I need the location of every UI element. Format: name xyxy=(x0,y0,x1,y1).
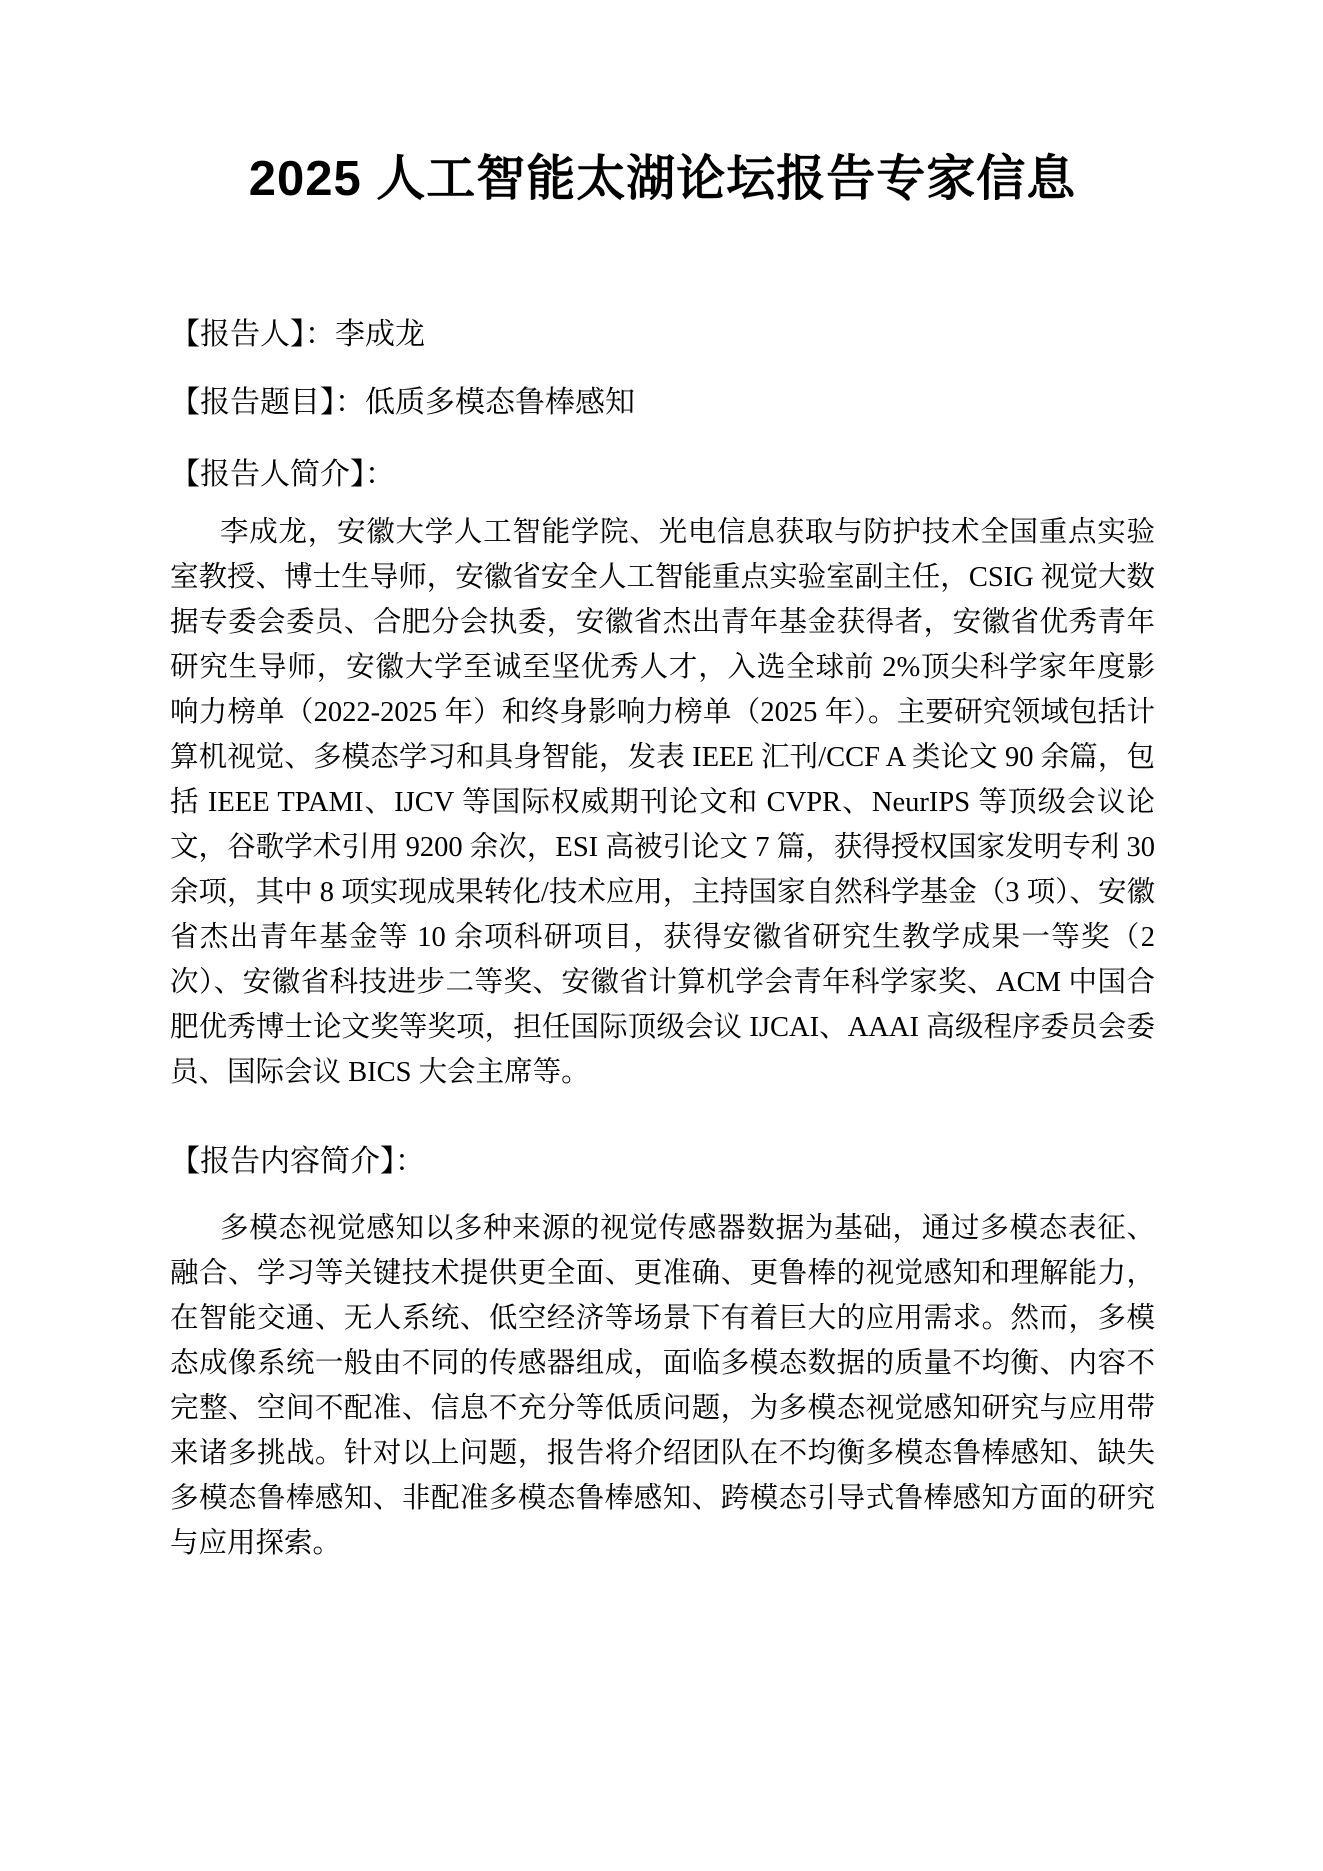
bio-paragraph: 李成龙，安徽大学人工智能学院、光电信息获取与防护技术全国重点实验室教授、博士生导师，安徽省安全人工智能重点实验室副主任，CSIG 视觉大数据专委会委员、合肥分会执委，安徽省杰出青年基金获得者，安徽省优秀青年研究生导师，安徽大学至诚至坚优秀人才，入选全球前 2%顶尖科学家年度影响力榜单（2022-2025 年）和终身影响力榜单（2025 年）。主要研究领域包括计算机视觉、多模态学习和具身智能，发表 IEEE 汇刊/CCF A 类论文 90 余篇，包括 IEEE TPAMI、IJCV 等国际权威期刊论文和 CVPR、NeurIPS 等顶级会议论文，谷歌学术引用 9200 余次，ESI 高被引论文 7 篇，获得授权国家发明专利 30 余项，其中 8 项实现成果转化/技术应用，主持国家自然科学基金（3 项）、安徽省杰出青年基金等 10 余项科研项目，获得安徽省研究生教学成果一等奖（2 次）、安徽省科技进步二等奖、安徽省计算机学会青年科学家奖、ACM 中国合肥优秀博士论文奖等奖项，担任国际顶级会议 IJCAI、AAAI 高级程序委员会委员、国际会议 BICS 大会主席等。 xyxy=(170,517,1155,1088)
abstract-paragraph: 多模态视觉感知以多种来源的视觉传感器数据为基础，通过多模态表征、融合、学习等关键技术提供更全面、更准确、更鲁棒的视觉感知和理解能力，在智能交通、无人系统、低空经济等场景下有着巨大的应用需求。然而，多模态成像系统一般由不同的传感器组成，面临多模态数据的质量不均衡、内容不完整、空间不配准、信息不充分等低质问题，为多模态视觉感知研究与应用带来诸多挑战。针对以上问题，报告将介绍团队在不均衡多模态鲁棒感知、缺失多模态鲁棒感知、非配准多模态鲁棒感知、跨模态引导式鲁棒感知方面的研究与应用探索。 xyxy=(170,1213,1155,1559)
bio-section-heading: 【报告人简介】： xyxy=(170,458,395,491)
topic-value: 低质多模态鲁棒感知 xyxy=(365,386,635,419)
speaker-field xyxy=(170,312,1155,357)
document-title: 2025 人工智能太湖论坛报告专家信息 xyxy=(248,152,1077,206)
topic-field xyxy=(170,380,1155,425)
speaker-value: 李成龙 xyxy=(335,318,425,351)
speaker-label: 【报告人】： xyxy=(170,318,335,351)
topic-label: 【报告题目】： xyxy=(170,386,365,419)
abstract-section-heading: 【报告内容简介】： xyxy=(170,1145,425,1178)
